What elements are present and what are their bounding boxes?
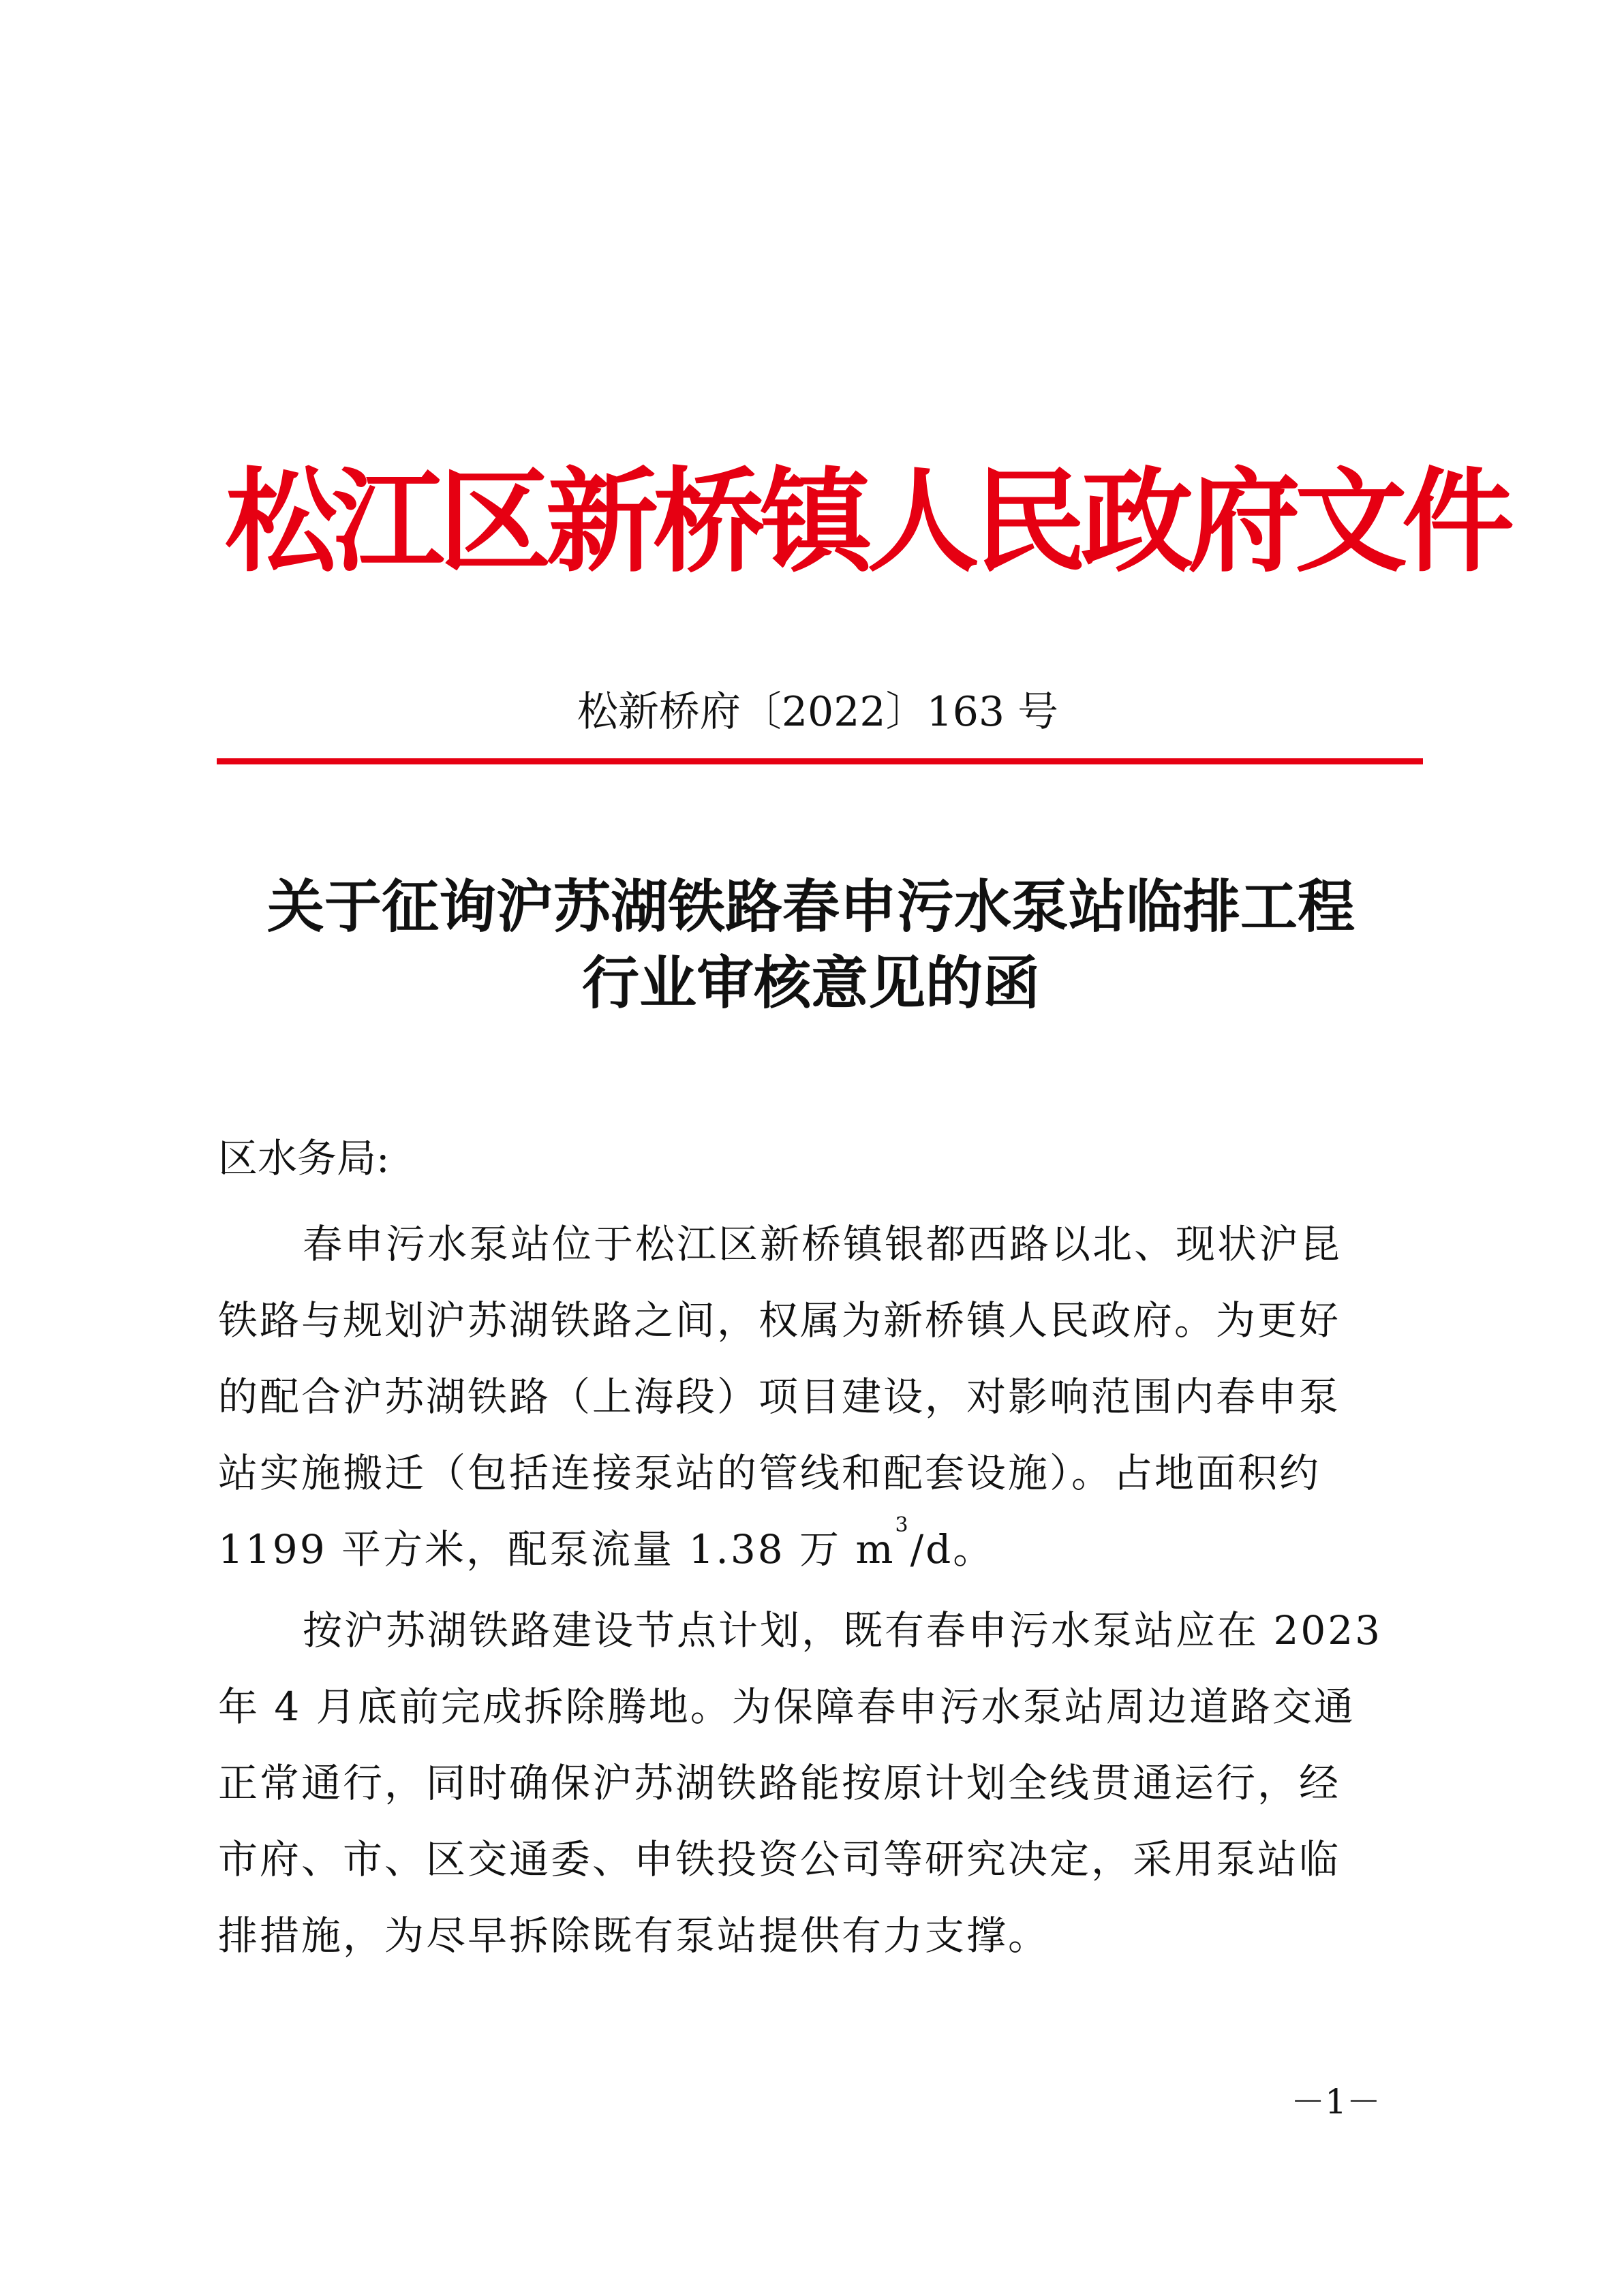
- paragraph-2-line: 按沪苏湖铁路建设节点计划，既有春申污水泵站应在 2023: [303, 1607, 1383, 1654]
- title-line-2: 行业审核意见的函: [581, 949, 1040, 1017]
- area-and-flow-text: 1199 平方米，配泵流量 1.38 万 m: [218, 1526, 895, 1572]
- document-title: [204, 869, 1418, 1021]
- document-masthead: 松江区新桥镇人民政府文件: [225, 455, 1509, 587]
- paragraph-2-line: 年 4 月底前完成拆除腾地。为保障春申污水泵站周边道路交通: [218, 1684, 1355, 1730]
- paragraph-2-line: 市府、市、区交通委、申铁投资公司等研究决定，采用泵站临: [218, 1836, 1341, 1882]
- body-paragraph-1: [218, 1206, 1418, 1587]
- paragraph-1-line: 站实施搬迁（包括连接泵站的管线和配套设施）。占地面积约: [218, 1450, 1321, 1496]
- salutation: 区水务局:: [218, 1135, 390, 1181]
- paragraph-1-last-line: [218, 1511, 1418, 1587]
- paragraph-2-line: 排措施，为尽早拆除既有泵站提供有力支撑。: [218, 1912, 1050, 1959]
- cubic-superscript: 3: [895, 1513, 910, 1537]
- paragraph-1-line: 铁路与规划沪苏湖铁路之间，权属为新桥镇人民政府。为更好: [218, 1297, 1341, 1344]
- page-number: －1－: [1291, 2082, 1381, 2122]
- paragraph-1-line: 的配合沪苏湖铁路（上海段）项目建设，对影响范围内春申泵: [218, 1374, 1341, 1420]
- body-paragraph-2: [218, 1592, 1418, 1974]
- paragraph-2-line: 正常通行，同时确保沪苏湖铁路能按原计划全线贯通运行，经: [218, 1760, 1341, 1806]
- red-divider-line: [217, 758, 1423, 764]
- title-line-1: 关于征询沪苏湖铁路春申污水泵站临排工程: [266, 873, 1355, 940]
- paragraph-1-line: 春申污水泵站位于松江区新桥镇银都西路以北、现状沪昆: [303, 1221, 1343, 1267]
- flow-unit-suffix: /d。: [910, 1526, 995, 1572]
- document-number: 松新桥府〔2022〕163 号: [577, 688, 1059, 736]
